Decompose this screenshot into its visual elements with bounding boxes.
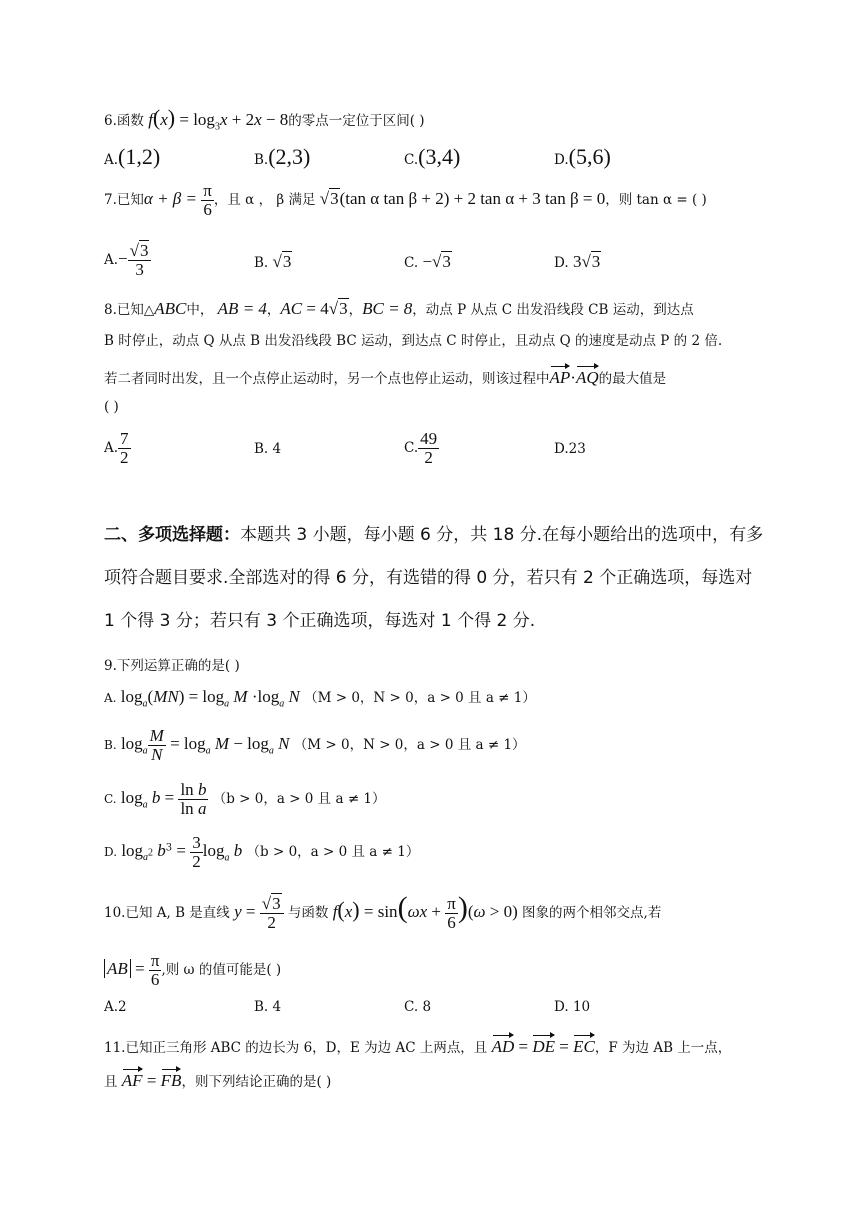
- q10-line1: 10.已知 A, B 是直线 y = $\frac{√3}{2}$ 与函数 f(x) = sin(ωx + $\frac{\pi}{6}$ )(ω > 0) 图象的两个相邻交点,若: [104, 891, 662, 932]
- section2-header: [104, 514, 764, 643]
- q6-formula: f: [148, 110, 153, 129]
- q8-line1: 8.已知△ABC中， AB = 4，AC = 4√3，BC = 8，动点 P 从点 C 出发沿线段 CB 运动，到达点: [104, 299, 694, 318]
- q7-condition1: α + β =: [143, 189, 197, 208]
- section2-title: 二、多项选择题：: [104, 525, 240, 545]
- q6-stem-suffix: 的零点一定位于区间( ): [288, 113, 425, 129]
- q9-option-b: B. $\log_a$ $\frac{M}{N}$ = $\log_a M - \log_a N$ （M > 0，N > 0，a > 0 且 a ≠ 1）: [104, 726, 526, 764]
- q8-line4: ( ): [104, 399, 119, 415]
- q10-line2: AB = $\frac{\pi}{6}$ ,则 ω 的值可能是( ): [104, 952, 281, 989]
- q7-option-d: D. 3√3: [554, 252, 601, 271]
- q8-option-c: C. $\frac{49}{2}$: [404, 429, 438, 467]
- q9-stem: 9.下列运算正确的是( ): [104, 658, 240, 674]
- section2-body: 本题共 3 小题，每小题 6 分，共 18 分.在每小题给出的选项中，有多项符合题目要求.全部选对的得 6 分，有选错的得 0 分，若只有 2 个正确选项，每选对 1 个得 3 分；若只有 3 个正确选项，每选对 1 个得 2 分.: [104, 525, 764, 631]
- vector-af: AF: [122, 1067, 143, 1091]
- q8-option-d: D.23: [554, 441, 586, 457]
- q7-stem: 7.已知α + β = $\frac{\pi}{6}$ ，且 α ， β 满足 √3(tan α tan β + 2) + 2 tan α + 3 tan β = 0，则 tan α = ( ): [104, 181, 707, 219]
- vector-ec: EC: [573, 1033, 595, 1057]
- q11-line2: 且 AF = FB，则下列结论正确的是( ): [104, 1067, 331, 1092]
- q10-option-d: D. 10: [554, 999, 591, 1015]
- q6-option-c: C.(3,4): [404, 144, 461, 169]
- vector-fb: FB: [161, 1067, 182, 1091]
- q7-option-c: C. −√3: [404, 252, 451, 271]
- q10-option-a: A.2: [104, 999, 127, 1015]
- q7-option-b: B. √3: [254, 252, 292, 271]
- q6-stem: 6.函数 $f(x) = \log_3x + 2x - 8$的零点一定位于区间( ): [104, 105, 425, 133]
- q9-option-d: D. $\log_{a^2} b^3$ = $\frac{3}{2}$ $\log_a b$ （b > 0，a > 0 且 a ≠ 1）: [104, 833, 420, 871]
- q9-option-a: A. $\log_a(MN) = \log_a M \cdot\log_a$ N （M > 0，N > 0，a > 0 且 a ≠ 1）: [104, 687, 536, 710]
- q10-option-b: B. 4: [254, 999, 282, 1015]
- q7-condition2: (tan α tan β + 2) + 2 tan α + 3 tan β = 0: [339, 189, 606, 208]
- q8-option-a: A. $\frac{7}{2}$: [104, 429, 129, 467]
- vector-aq: AQ: [576, 364, 599, 388]
- q9-option-c: C. $\log_a b$ = $\frac{\text{ln b}}{\text{ln a}}$ （b > 0，a > 0 且 a ≠ 1）: [104, 780, 386, 818]
- q8-line2: B 时停止，动点 Q 从点 B 出发沿线段 BC 运动，到达点 C 时停止，且动点 Q 的速度是动点 P 的 2 倍.: [104, 333, 723, 349]
- q6-option-b: B.(2,3): [254, 144, 311, 169]
- q11-line1: 11.已知正三角形 ABC 的边长为 6，D，E 为边 AC 上两点，且 AD = DE = EC，F 为边 AB 上一点，: [104, 1033, 731, 1058]
- q6-option-d: D.(5,6): [554, 144, 611, 169]
- q8-option-b: B. 4: [254, 441, 282, 457]
- vector-ap: AP: [550, 364, 571, 388]
- q7-option-a: A.− $\frac{√3}{3}$: [104, 242, 151, 279]
- vector-ad: AD: [492, 1033, 515, 1057]
- vector-de: DE: [532, 1033, 555, 1057]
- q8-line3: 若二者同时出发，且一个点停止运动时，另一个点也停止运动，则该过程中AP·AQ的最大值是: [104, 364, 666, 389]
- q7-fraction: $\frac{\pi}{6}$: [203, 181, 212, 219]
- q6-option-a: A.(1,2): [104, 144, 161, 169]
- q6-stem-prefix: 6.函数: [104, 113, 144, 129]
- q10-option-c: C. 8: [404, 999, 432, 1015]
